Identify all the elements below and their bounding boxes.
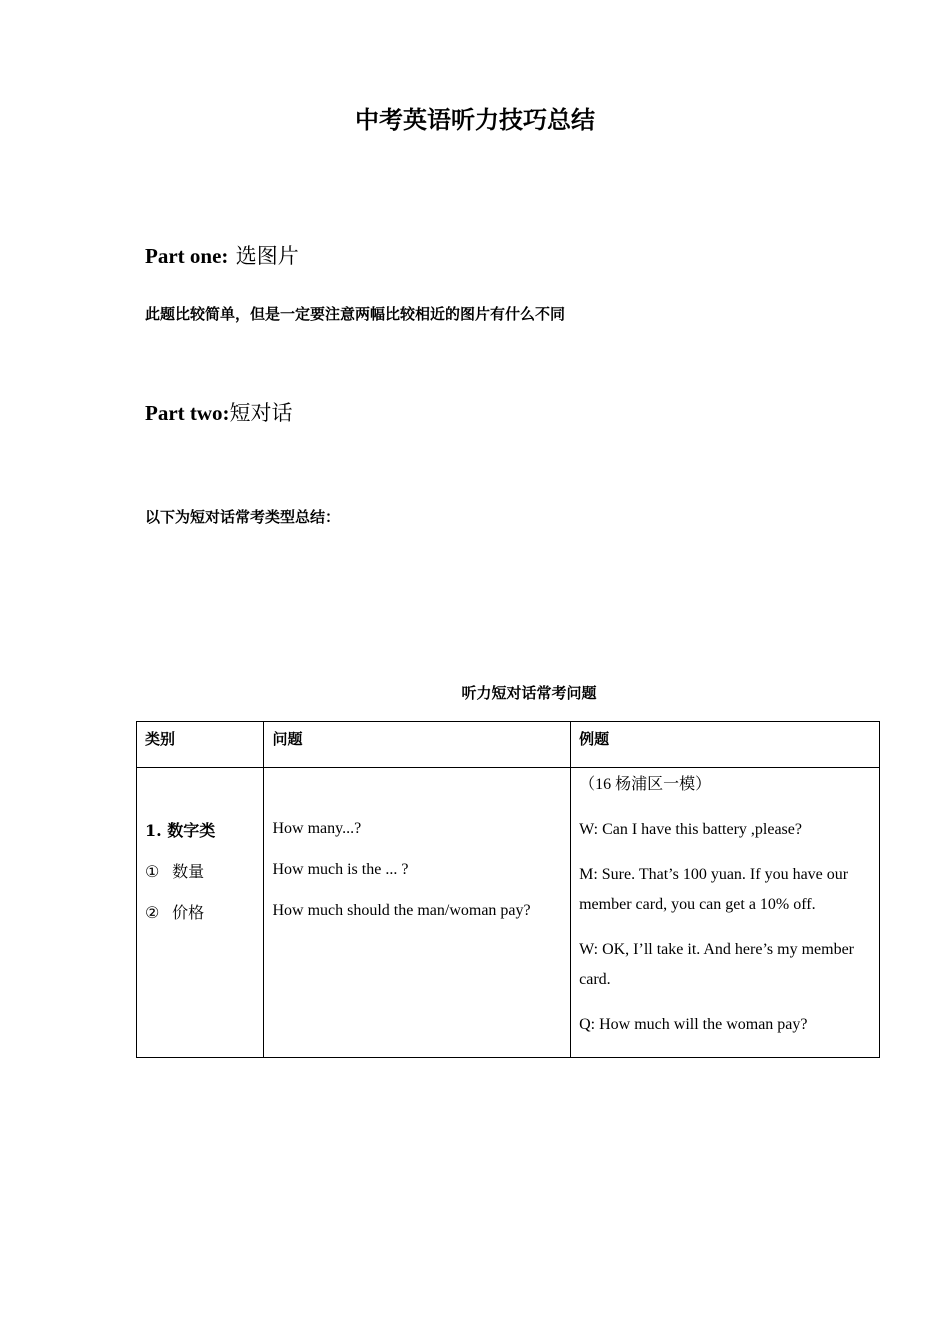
example-line: W: OK, I’ll take it. And here’s my member card. bbox=[579, 941, 854, 988]
example-cell bbox=[571, 768, 880, 1058]
table-header-row bbox=[137, 722, 880, 768]
example-dialogue bbox=[579, 770, 871, 1040]
category-cell bbox=[137, 768, 264, 1058]
table-caption: 听力短对话常考问题 bbox=[461, 684, 597, 702]
category-item bbox=[145, 859, 255, 882]
table-row bbox=[137, 768, 880, 1058]
example-line: M: Sure. That’s 100 yuan. If you have our member card, you can get a 10% off. bbox=[579, 866, 849, 913]
part-one-heading bbox=[145, 240, 299, 270]
document-title: 中考英语听力技巧总结 bbox=[355, 105, 595, 134]
category-item-label: 数量 bbox=[172, 862, 205, 881]
circled-number: ① bbox=[145, 862, 160, 881]
question-types-table bbox=[136, 721, 880, 1058]
header-example: 例题 bbox=[571, 722, 880, 768]
example-source: （16 杨浦区一模） bbox=[579, 776, 712, 793]
example-question: Q: How much will the woman pay? bbox=[579, 1016, 808, 1033]
example-line: W: Can I have this battery ,please? bbox=[579, 821, 802, 838]
part-two-heading bbox=[145, 397, 293, 427]
category-item bbox=[145, 900, 255, 923]
category-item-label: 价格 bbox=[172, 903, 205, 922]
question-item: How many...? bbox=[272, 820, 362, 837]
part-two-note: 以下为短对话常考类型总结： bbox=[145, 508, 341, 526]
header-category: 类别 bbox=[137, 722, 264, 768]
part-one-note: 此题比较简单，但是一定要注意两幅比较相近的图片有什么不同 bbox=[145, 305, 566, 323]
part-two-label: Part two: bbox=[145, 401, 230, 425]
header-question: 问题 bbox=[264, 722, 571, 768]
question-item: How much should the man/woman pay? bbox=[272, 902, 531, 919]
question-list bbox=[272, 820, 562, 920]
part-one-label: Part one: bbox=[145, 244, 229, 268]
category-title: 1. 数字类 bbox=[145, 821, 216, 840]
part-two-title: 短对话 bbox=[229, 401, 293, 425]
question-cell bbox=[264, 768, 571, 1058]
part-one-title: 选图片 bbox=[235, 244, 299, 268]
circled-number: ② bbox=[145, 903, 160, 922]
question-item: How much is the ... ? bbox=[272, 861, 409, 878]
